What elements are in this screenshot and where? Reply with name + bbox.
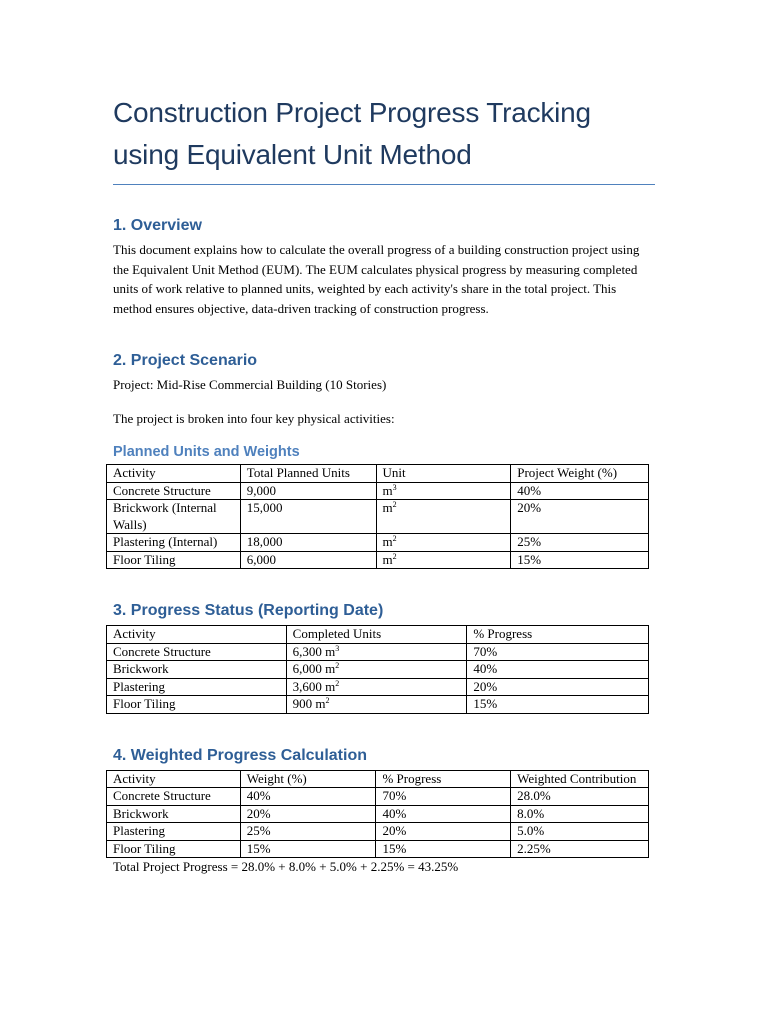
header-cell: Total Planned Units	[240, 465, 376, 483]
project-name: Project: Mid-Rise Commercial Building (10 Stories)	[113, 377, 387, 392]
table-row	[107, 534, 649, 552]
progress-cell: 70%	[467, 643, 649, 661]
unit-cell: $m^2$	[376, 551, 511, 569]
completed-units-cell: 6,000 $m^2$	[286, 661, 467, 679]
weight-cell: 20%	[511, 500, 649, 534]
weighted-progress-heading: 4. Weighted Progress Calculation	[113, 746, 367, 764]
contribution-cell: 28.0%	[511, 788, 649, 806]
activity-cell: Concrete Structure	[107, 788, 241, 806]
header-cell: Weighted Contribution	[511, 770, 649, 788]
table-row	[107, 551, 649, 569]
weight-cell: 25%	[240, 823, 376, 841]
weight-cell: 40%	[240, 788, 376, 806]
title-divider	[113, 184, 655, 185]
completed-units-cell: 6,300 $m^3$	[286, 643, 467, 661]
progress-cell: 20%	[376, 823, 511, 841]
weight-cell: 20%	[240, 805, 376, 823]
table-row	[107, 678, 649, 696]
document-title-line-1: Construction Project Progress Tracking	[113, 97, 591, 128]
planned-units-cell: 9,000	[240, 482, 376, 500]
table-row	[107, 500, 649, 534]
activity-cell: Plastering	[107, 678, 287, 696]
table-row	[107, 643, 649, 661]
breakdown-text: The project is broken into four key physical activities:	[113, 410, 395, 426]
header-cell: Activity	[107, 465, 241, 483]
planned-units-heading: Planned Units and Weights	[113, 444, 300, 460]
progress-cell: 40%	[376, 805, 511, 823]
activity-cell: Brickwork (Internal Walls)	[107, 500, 241, 534]
activity-cell: Concrete Structure	[107, 482, 241, 500]
contribution-cell: 5.0%	[511, 823, 649, 841]
unit-cell: $m^3$	[376, 482, 511, 500]
table-header-row	[107, 626, 649, 644]
weighted-progress-table	[106, 770, 649, 859]
table-row	[107, 661, 649, 679]
planned-units-table	[106, 464, 649, 569]
header-cell: % Progress	[467, 626, 649, 644]
planned-units-cell: 18,000	[240, 534, 376, 552]
header-cell: Weight (%)	[240, 770, 376, 788]
activity-cell: Plastering (Internal)	[107, 534, 241, 552]
overview-heading: 1. Overview	[113, 217, 202, 234]
progress-cell: 20%	[467, 678, 649, 696]
header-cell: Unit	[376, 465, 511, 483]
document-title	[113, 92, 658, 176]
header-cell: % Progress	[376, 770, 511, 788]
activity-cell: Floor Tiling	[107, 840, 241, 858]
planned-units-cell: 15,000	[240, 500, 376, 534]
document-title-line-2: using Equivalent Unit Method	[113, 139, 472, 170]
table-row	[107, 696, 649, 714]
weight-cell: 40%	[511, 482, 649, 500]
table-row	[107, 482, 649, 500]
header-cell: Project Weight (%)	[511, 465, 649, 483]
progress-cell: 70%	[376, 788, 511, 806]
weight-cell: 15%	[511, 551, 649, 569]
document-page	[113, 92, 658, 875]
activity-cell: Brickwork	[107, 805, 241, 823]
completed-units-cell: 900 $m^2$	[286, 696, 467, 714]
progress-cell: 40%	[467, 661, 649, 679]
header-cell: Activity	[107, 770, 241, 788]
header-cell: Completed Units	[286, 626, 467, 644]
weight-cell: 15%	[240, 840, 376, 858]
table-header-row	[107, 770, 649, 788]
activity-cell: Floor Tiling	[107, 696, 287, 714]
progress-status-table	[106, 625, 649, 714]
table-row	[107, 823, 649, 841]
contribution-cell: 8.0%	[511, 805, 649, 823]
activity-cell: Floor Tiling	[107, 551, 241, 569]
header-cell: Activity	[107, 626, 287, 644]
planned-units-cell: 6,000	[240, 551, 376, 569]
table-row	[107, 788, 649, 806]
progress-cell: 15%	[376, 840, 511, 858]
table-row	[107, 840, 649, 858]
overview-paragraph: This document explains how to calculate the overall progress of a building construction project using the Equivalent Unit Method (EUM). The EUM calculates physical progress by measuring completed units of work relative to planned units, weighted by each activity's share in the total project. This method ensures objective, data-driven tracking of construction progress.	[113, 242, 640, 316]
progress-status-heading: 3. Progress Status (Reporting Date)	[113, 602, 384, 619]
total-progress-line: Total Project Progress = 28.0% + 8.0% + 5.0% + 2.25% = 43.25%	[113, 859, 459, 874]
unit-cell: $m^2$	[376, 534, 511, 552]
scenario-heading: 2. Project Scenario	[113, 352, 258, 369]
activity-cell: Plastering	[107, 823, 241, 841]
completed-units-cell: 3,600 $m^2$	[286, 678, 467, 696]
table-header-row	[107, 465, 649, 483]
table-row	[107, 805, 649, 823]
progress-cell: 15%	[467, 696, 649, 714]
weight-cell: 25%	[511, 534, 649, 552]
activity-cell: Concrete Structure	[107, 643, 287, 661]
activity-cell: Brickwork	[107, 661, 287, 679]
contribution-cell: 2.25%	[511, 840, 649, 858]
unit-cell: $m^2$	[376, 500, 511, 534]
